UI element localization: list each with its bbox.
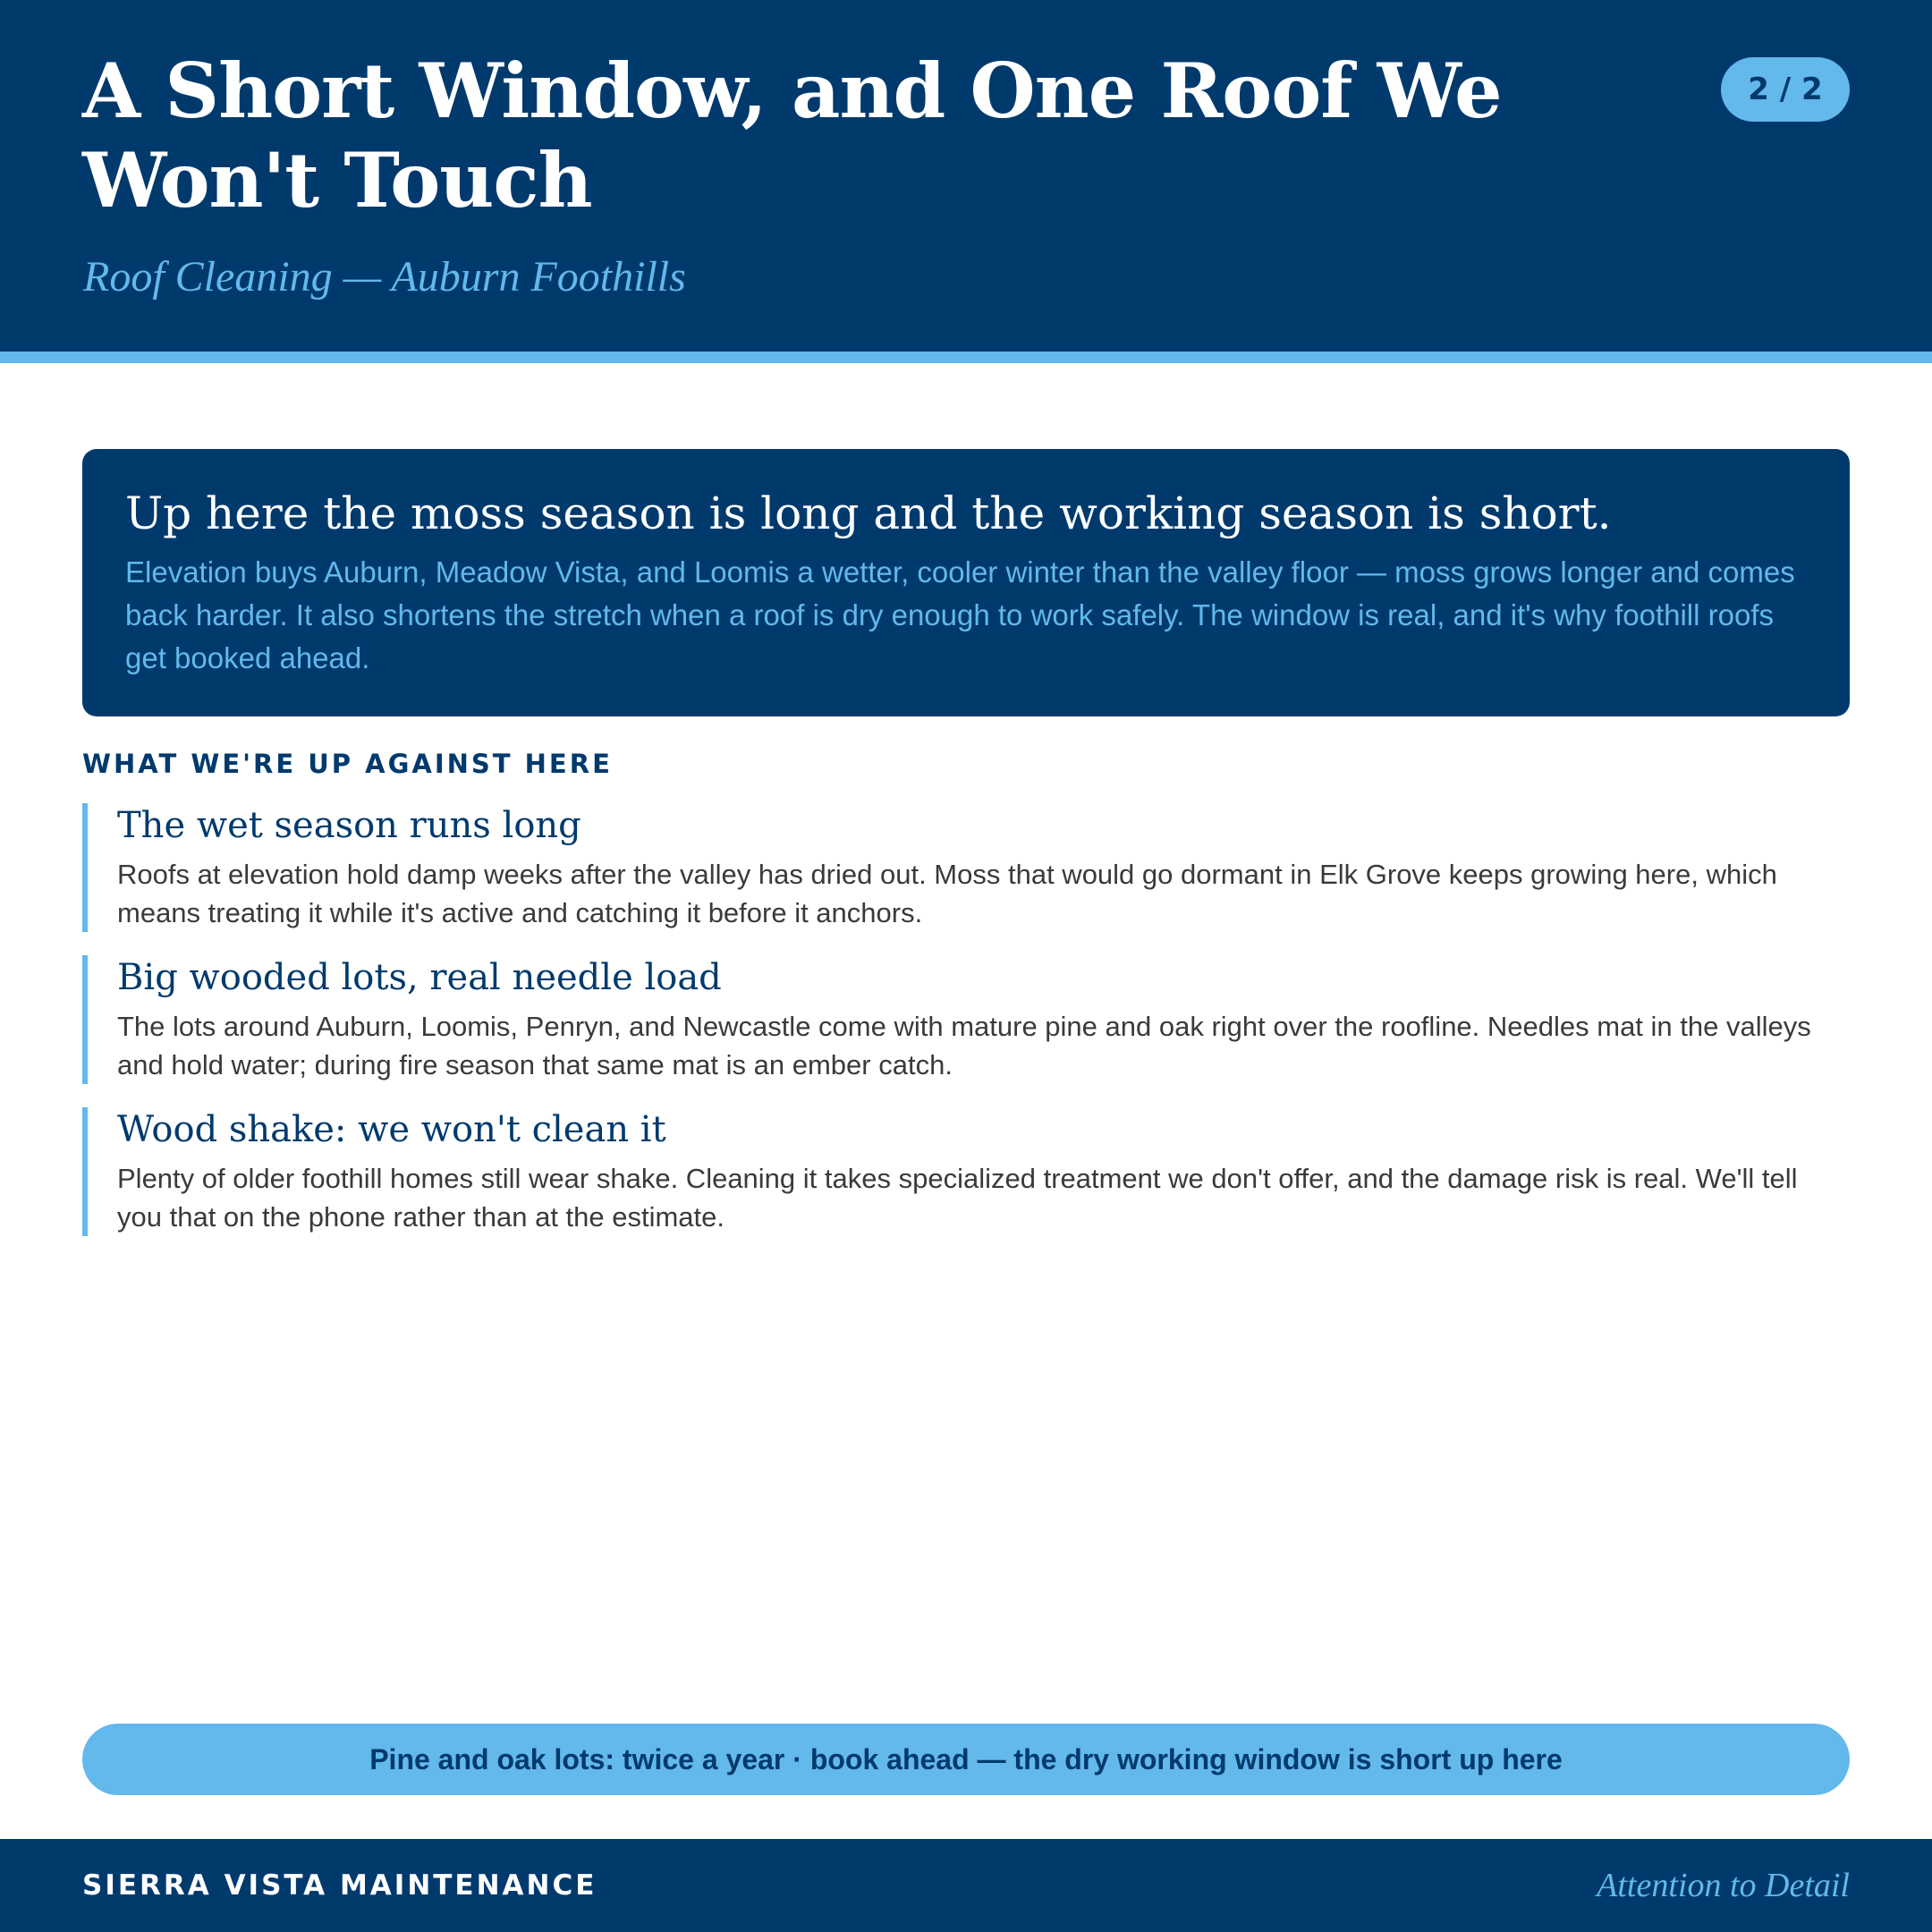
challenge-item-title: Big wooded lots, real needle load	[117, 957, 722, 998]
challenge-item-wet-season	[82, 803, 1850, 932]
intro-callout	[82, 449, 1850, 716]
challenge-item-title: The wet season runs long	[117, 805, 581, 846]
callout-heading: Up here the moss season is long and the working season is short.	[125, 487, 1612, 539]
challenge-item-needle-load	[82, 955, 1850, 1084]
callout-body: Elevation buys Auburn, Meadow Vista, and Loomis a wetter, cooler winter than the valley floor — moss grows longer and comes back harder. It also shortens the stretch when a roof is dry enough to work safely. The window is real, and it's why foothill roofs get booked ahead.	[125, 555, 1795, 674]
page-header	[0, 0, 1932, 352]
section-label: WHAT WE'RE UP AGAINST HERE	[82, 749, 613, 779]
page-subtitle: Roof Cleaning — Auburn Foothills	[83, 253, 686, 301]
header-divider	[0, 352, 1932, 363]
challenge-item-wood-shake	[82, 1107, 1850, 1236]
page-title: A Short Window, and One Roof We Won't Touch	[82, 47, 1502, 225]
challenge-item-body: The lots around Auburn, Loomis, Penryn, and Newcastle come with mature pine and oak right over the roofline. Needles mat in the valleys and hold water; during fire season that same mat is an ember catch.	[117, 1011, 1811, 1080]
challenge-item-title: Wood shake: we won't clean it	[117, 1109, 666, 1150]
page-indicator-badge: 2 / 2	[1721, 57, 1850, 122]
challenge-item-body: Plenty of older foothill homes still wear shake. Cleaning it takes specialized treatment we don't offer, and the damage risk is real. We'll tell you that on the phone rather than at the estimate.	[117, 1163, 1798, 1233]
page-footer	[0, 1839, 1932, 1932]
challenge-item-body: Roofs at elevation hold damp weeks after the valley has dried out. Moss that would go dormant in Elk Grove keeps growing here, which means treating it while it's active and catching it before it anchors.	[117, 859, 1777, 928]
brand-name: SIERRA VISTA MAINTENANCE	[82, 1869, 597, 1902]
schedule-banner: Pine and oak lots: twice a year · book ahead — the dry working window is short up here	[82, 1724, 1850, 1795]
brand-tagline: Attention to Detail	[1597, 1867, 1850, 1904]
